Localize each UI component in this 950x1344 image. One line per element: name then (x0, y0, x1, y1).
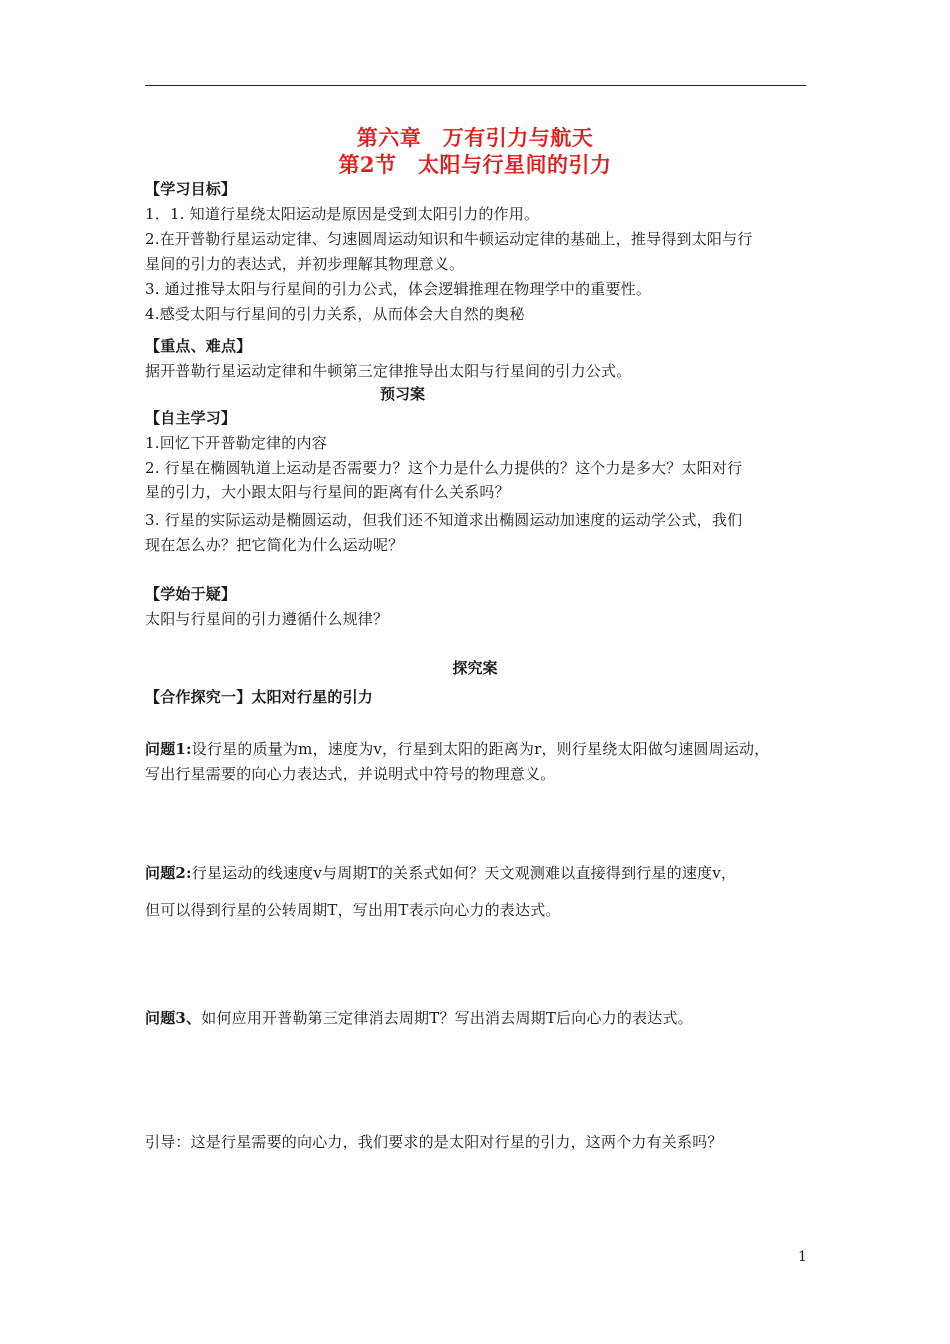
question-2 (145, 862, 736, 883)
header-rule (145, 85, 806, 86)
goal-item: 3. 通过推导太阳与行星间的引力公式，体会逻辑推理在物理学中的重要性。 (145, 280, 652, 298)
preview-item: 现在怎么办？把它简化为什么运动呢？ (145, 536, 404, 554)
guide-text: 引导：这是行星需要的向心力，我们要求的是太阳对行星的引力，这两个力有关系吗？ (145, 1133, 723, 1151)
section-title: 第2节 太阳与行星间的引力 (338, 152, 612, 177)
question-2-text: 行星运动的线速度v与周期T的关系式如何？天文观测难以直接得到行星的速度v， (191, 864, 737, 882)
doubt-text: 太阳与行星间的引力遵循什么规律？ (145, 610, 389, 628)
question-1 (145, 738, 769, 759)
question-3 (145, 1007, 693, 1028)
goal-item: 4.感受太阳与行星间的引力关系，从而体会大自然的奥秘 (145, 305, 525, 323)
question-1-text: 设行星的质量为m，速度为v，行星到太阳的距离为r，则行星绕太阳做匀速圆周运动， (191, 740, 770, 758)
question-1-label: 问题1: (145, 740, 192, 758)
question-2-label: 问题2: (145, 864, 192, 882)
goal-item: 星间的引力的表达式，并初步理解其物理意义。 (145, 255, 465, 273)
question-1-cont: 写出行星需要的向心力表达式，并说明式中符号的物理意义。 (145, 765, 556, 783)
question-2-cont: 但可以得到行星的公转周期T，写出用T表示向心力的表达式。 (145, 901, 561, 919)
inquiry-label: 探究案 (452, 659, 498, 677)
goal-item: 2.在开普勒行星运动定律、匀速圆周运动知识和牛顿运动定律的基础上，推导得到太阳与行 (145, 230, 753, 248)
doubt-heading: 【学始于疑】 (145, 585, 237, 603)
preview-item: 2. 行星在椭圆轨道上运动是否需要力？这个力是什么力提供的？这个力是多大？太阳对行 (145, 459, 743, 477)
key-points-text: 据开普勒行星运动定律和牛顿第三定律推导出太阳与行星间的引力公式。 (145, 362, 632, 380)
question-3-label: 问题3、 (145, 1009, 202, 1027)
preview-item: 1.回忆下开普勒定律的内容 (145, 434, 327, 452)
goals-heading: 【学习目标】 (145, 180, 237, 198)
page-number: 1 (798, 1249, 807, 1265)
question-3-text: 如何应用开普勒第三定律消去周期T？写出消去周期T后向心力的表达式。 (201, 1009, 693, 1027)
preview-item: 星的引力，大小跟太阳与行星间的距离有什么关系吗？ (145, 483, 510, 501)
goal-item: 1．1. 知道行星绕太阳运动是原因是受到太阳引力的作用。 (145, 205, 540, 223)
preview-label: 预习案 (380, 385, 426, 403)
chapter-title: 第六章 万有引力与航天 (356, 125, 594, 150)
coop-heading: 【合作探究一】太阳对行星的引力 (145, 688, 374, 706)
preview-item: 3. 行星的实际运动是椭圆运动，但我们还不知道求出椭圆运动加速度的运动学公式，我们 (145, 511, 743, 529)
key-points-heading: 【重点、难点】 (145, 337, 252, 355)
self-study-heading: 【自主学习】 (145, 409, 237, 427)
